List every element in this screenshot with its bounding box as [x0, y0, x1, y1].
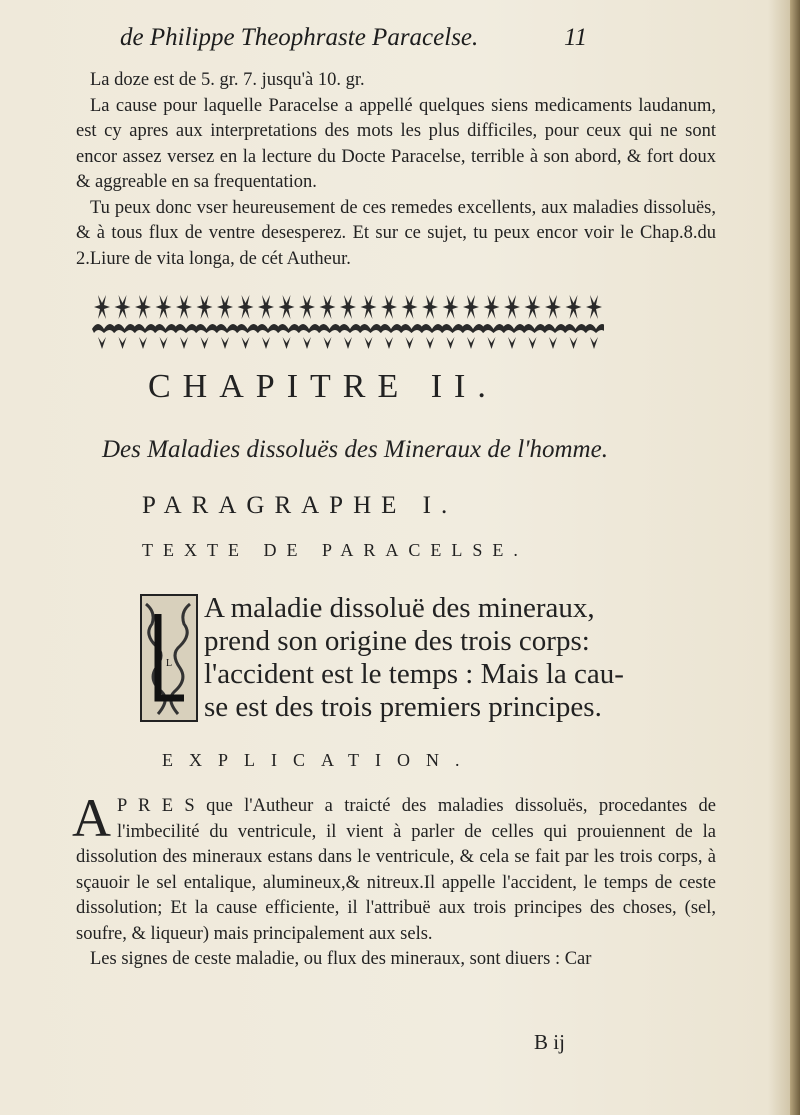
fleuron-glyph [422, 295, 438, 319]
running-title: de Philippe Theophraste Paracelse. [120, 24, 479, 51]
explication-last-line: Les signes de ceste maladie, ou flux des mineraux, sont diuers : Car [90, 949, 592, 969]
fleuron-glyph [443, 295, 459, 319]
fleuron-glyph [543, 324, 567, 333]
fleuron-glyph [365, 337, 373, 349]
intro-text [76, 68, 716, 272]
fleuron-glyph [133, 324, 157, 333]
running-header [120, 24, 620, 64]
explication-initial: A [72, 788, 111, 848]
paragraph-heading: PARAGRAPHE I. [142, 492, 458, 519]
explication-first-word: P R E S [117, 796, 195, 816]
fleuron-glyph [406, 337, 414, 349]
signature-mark: B ij [534, 1030, 565, 1054]
fleuron-glyph [156, 295, 172, 319]
fleuron-glyph [461, 324, 485, 333]
fleuron-glyph [180, 337, 188, 349]
fleuron-glyph [236, 324, 260, 333]
fleuron-glyph [215, 324, 239, 333]
text-line: prend son origine des trois corps: [204, 625, 590, 657]
fleuron-glyph [135, 295, 151, 319]
fleuron-glyph [502, 324, 526, 333]
chapter-subtitle: Des Maladies dissoluës des Mineraux de l'homme. [102, 436, 608, 463]
chapter-heading: CHAPITRE II. [148, 368, 498, 405]
fleuron-glyph [488, 337, 496, 349]
fleuron-glyph [570, 337, 578, 349]
fleuron-glyph [262, 337, 270, 349]
fleuron-glyph [242, 337, 250, 349]
fleuron-glyph [504, 295, 520, 319]
fleuron-glyph [484, 295, 500, 319]
fleuron-glyph [174, 324, 198, 333]
fleuron-glyph [564, 324, 588, 333]
text-line: se est des trois premiers principes. [204, 691, 602, 723]
intro-paragraph: La cause pour laquelle Paracelse a appellé quelques siens medicaments laudanum, est cy apres aux interpretations des mots les plus difficiles, pour ceux qui ne sont encor assez versez en la lecture du Docte Paracelse, terrible à son abord, & fort doux & aggreable en sa frequentation. [76, 95, 716, 192]
fleuron-glyph [482, 324, 506, 333]
fleuron-glyph [340, 295, 356, 319]
fleuron-glyph [277, 324, 301, 333]
fleuron-glyph [338, 324, 362, 333]
fleuron-glyph [381, 295, 397, 319]
fleuron-glyph [279, 295, 295, 319]
fleuron-glyph [400, 324, 424, 333]
drop-cap-ornament [140, 594, 198, 722]
fleuron-glyph [238, 295, 254, 319]
text-line: A maladie dissoluë des mineraux, [204, 592, 595, 624]
fleuron-glyph [545, 295, 561, 319]
fleuron-glyph [299, 295, 315, 319]
fleuron-glyph [529, 337, 537, 349]
fleuron-glyph [344, 337, 352, 349]
fleuron-glyph [303, 337, 311, 349]
page-edge [790, 0, 800, 1115]
fleuron-glyph [379, 324, 403, 333]
text-heading: TEXTE DE PARACELSE. [142, 540, 528, 560]
fleuron-glyph [586, 295, 602, 319]
fleuron-glyph [467, 337, 475, 349]
fleuron-glyph [584, 324, 604, 333]
paracelse-text [204, 592, 624, 724]
fleuron-glyph [359, 324, 383, 333]
fleuron-glyph [441, 324, 465, 333]
fleuron-glyph [113, 324, 137, 333]
fleuron-glyph [283, 337, 291, 349]
fleuron-glyph [463, 295, 479, 319]
text-line: l'accident est le temps : Mais la cau- [204, 658, 624, 690]
fleuron-glyph [525, 295, 541, 319]
explication-body: que l'Autheur a traicté des maladies dissoluës, procedantes de l'imbecilité du ventricule, il vient à parler de celles qui prouiennent de la dissolution des mineraux estans dans le ventricule, & cela se fait par les trois corps, à sçauoir le sel entalique, alumineux,& nitreux.Il appelle l'accident, le temps de ceste dissolution; Et la cause efficiente, il l'attribuë aux trois principes des choses, (sel, soufre, & liqueur) mais principalement aux sels. [76, 796, 717, 944]
fleuron-glyph [115, 295, 131, 319]
intro-paragraph: La doze est de 5. gr. 7. jusqu'à 10. gr. [90, 70, 365, 90]
fleuron-glyph [523, 324, 547, 333]
fleuron-glyph [420, 324, 444, 333]
fleuron-glyph [590, 337, 598, 349]
intro-paragraph: Tu peux donc vser heureusement de ces remedes excellents, aux maladies dissoluës, & à tous flux de ventre desesperez. Et sur ce sujet, tu peux encor voir le Chap.8.du 2.Liure de vita longa, de cét Autheur. [76, 197, 716, 269]
drop-cap-letter: L [165, 658, 173, 669]
fleuron-glyph [176, 295, 192, 319]
fleuron-glyph [549, 337, 557, 349]
fleuron-glyph [154, 324, 178, 333]
fleuron-glyph [256, 324, 280, 333]
fleuron-glyph [92, 324, 116, 333]
fleuron-glyph [94, 295, 110, 319]
fleuron-glyph [324, 337, 332, 349]
fleuron-glyph [566, 295, 582, 319]
fleuron-glyph [508, 337, 516, 349]
fleuron-glyph [320, 295, 336, 319]
fleuron-glyph [217, 295, 233, 319]
fleuron-glyph [221, 337, 229, 349]
fleuron-glyph [197, 295, 213, 319]
fleuron-glyph [258, 295, 274, 319]
fleuron-glyph [402, 295, 418, 319]
explication-heading: EXPLICATION. [162, 750, 476, 770]
fleuron-glyph [318, 324, 342, 333]
fleuron-glyph [361, 295, 377, 319]
fleuron-glyph [195, 324, 219, 333]
explication-text [72, 788, 717, 973]
fleuron-glyph [98, 337, 106, 349]
page-number: 11 [564, 24, 588, 51]
fleuron-glyph [119, 337, 127, 349]
fleuron-glyph [385, 337, 393, 349]
fleuron-glyph [447, 337, 455, 349]
fleuron-glyph [297, 324, 321, 333]
fleuron-glyph [201, 337, 209, 349]
fleuron-glyph [160, 337, 168, 349]
fleuron-ornament [90, 291, 604, 353]
fleuron-glyph [139, 337, 147, 349]
fleuron-glyph [426, 337, 434, 349]
